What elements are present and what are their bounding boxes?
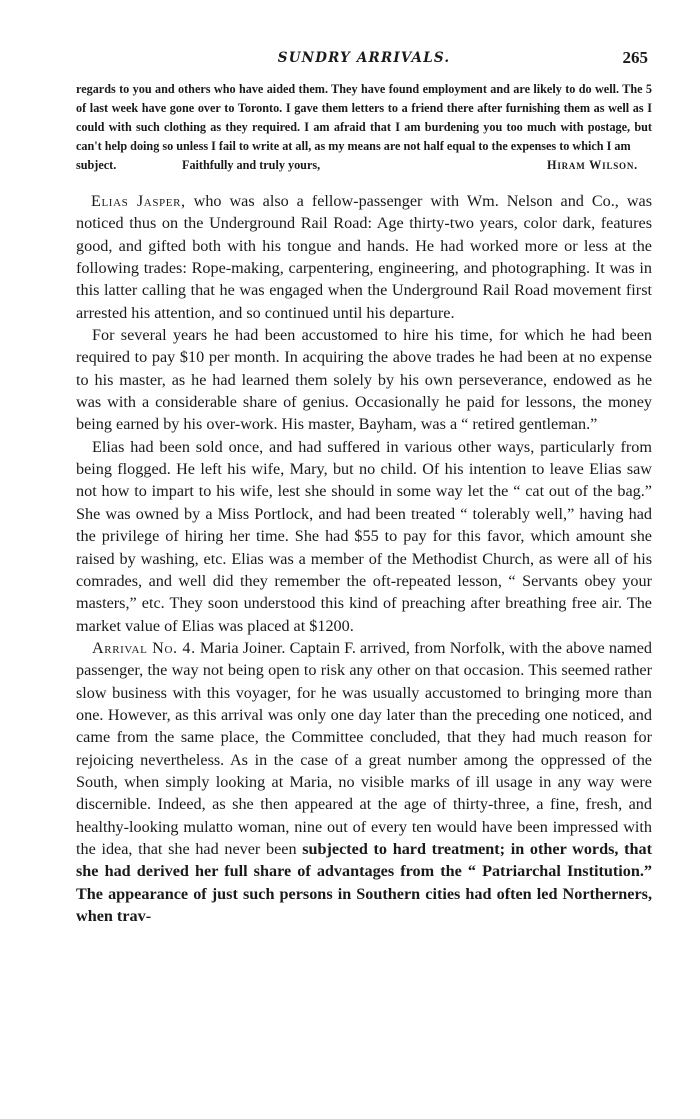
paragraph-lead: Arrival No. 4. <box>92 638 196 657</box>
letter-last-word: subject. <box>76 158 117 172</box>
letter-excerpt: regards to you and others who have aided them. They have found employment and are likely to do well. The 5 of last week have gone over to Toronto. I gave them letters to a friend there after furnishing them as well as I could with such clothing as they required. I am afraid that I am burdening you too much with postage, but can't help doing so unless I fail to write at all, as my means are not half equal to the expenses to which I am <box>76 82 652 153</box>
body-text <box>76 190 652 927</box>
letter-signoff <box>76 156 652 175</box>
paragraph-lead: Elias Jasper, <box>91 192 186 210</box>
letter-closing: Faithfully and truly yours, <box>182 158 321 172</box>
book-page <box>76 48 652 927</box>
paragraph-elias-trades: For several years he had been accustomed to hire his time, for which he had been required to pay $10 per month. In acquiring the above trades he had been at no expense to his master, as he had learned them solely by his own perseverance, endowed as he was with a considerable share of genius. Occasionally he paid for lessons, the money being earned by his over-work. His master, Bayham, was a “ retired gentleman.” <box>76 326 652 434</box>
page-number: 265 <box>622 48 648 67</box>
paragraph-elias-family: Elias had been sold once, and had suffered in various other ways, particularly from being flogged. He left his wife, Mary, but no child. Of his intention to leave Elias saw not how to impart to his wife, lest she should in some way let the “ cat out of the bag.” She was owned by a Miss Portlock, and had been treated “ tolerably well,” having had the privilege of hiring her time. She had $55 to pay for this favor, which amount she raised by washing, etc. Elias was a member of the Methodist Church, as were all of his comrades, and well did they remember the oft-repeated lesson, “ Servants obey your masters,” etc. They soon understood this kind of preaching after breathing free air. The market value of Elias was placed at $1200. <box>76 437 652 635</box>
paragraph-text: who was also a fellow-passenger with Wm. Nelson and Co., was noticed thus on the Underground Rail Road: Age thirty-two years, color dark, features good, and gifted both with his tongue and hands. He had worked more or less at the following trades: Rope-making, carpentering, engineering, and photographing. It was in this latter calling that he was engaged when the Underground Rail Road movement first arrested his attention, and so continued until his departure. <box>76 192 652 322</box>
running-title: SUNDRY ARRIVALS. <box>277 50 451 66</box>
running-head <box>76 48 652 74</box>
paragraph-text-bold: subjected to hard treatment; in other words, that she had derived her full share of advantages from the “ Patriarchal Institution.” The appearance of just such persons in Southern cities had often led Northerners, when trav- <box>76 839 652 925</box>
paragraph-text: Maria Joiner. Captain F. arrived, from Norfolk, with the above named passenger, the way not being open to risk any other on that occasion. This seemed rather slow business with this voyager, for he was usually accustomed to bringing more than one. However, as this arrival was only one day later than the preceding one noticed, and came from the same place, the Committee concluded, that they had much reason for rejoicing nevertheless. As in the case of a great number among the oppressed of the South, when simply looking at Maria, no visible marks of ill usage in any way were discernible. Indeed, as she then appeared at the age of thirty-three, a fine, fresh, and healthy-looking mulatto woman, nine out of every ten would have been impressed with the idea, that she had never been <box>76 638 653 858</box>
paragraph-arrival-4 <box>76 637 652 927</box>
paragraph-elias-intro <box>76 190 652 324</box>
letter-signature: Hiram Wilson. <box>547 158 638 172</box>
